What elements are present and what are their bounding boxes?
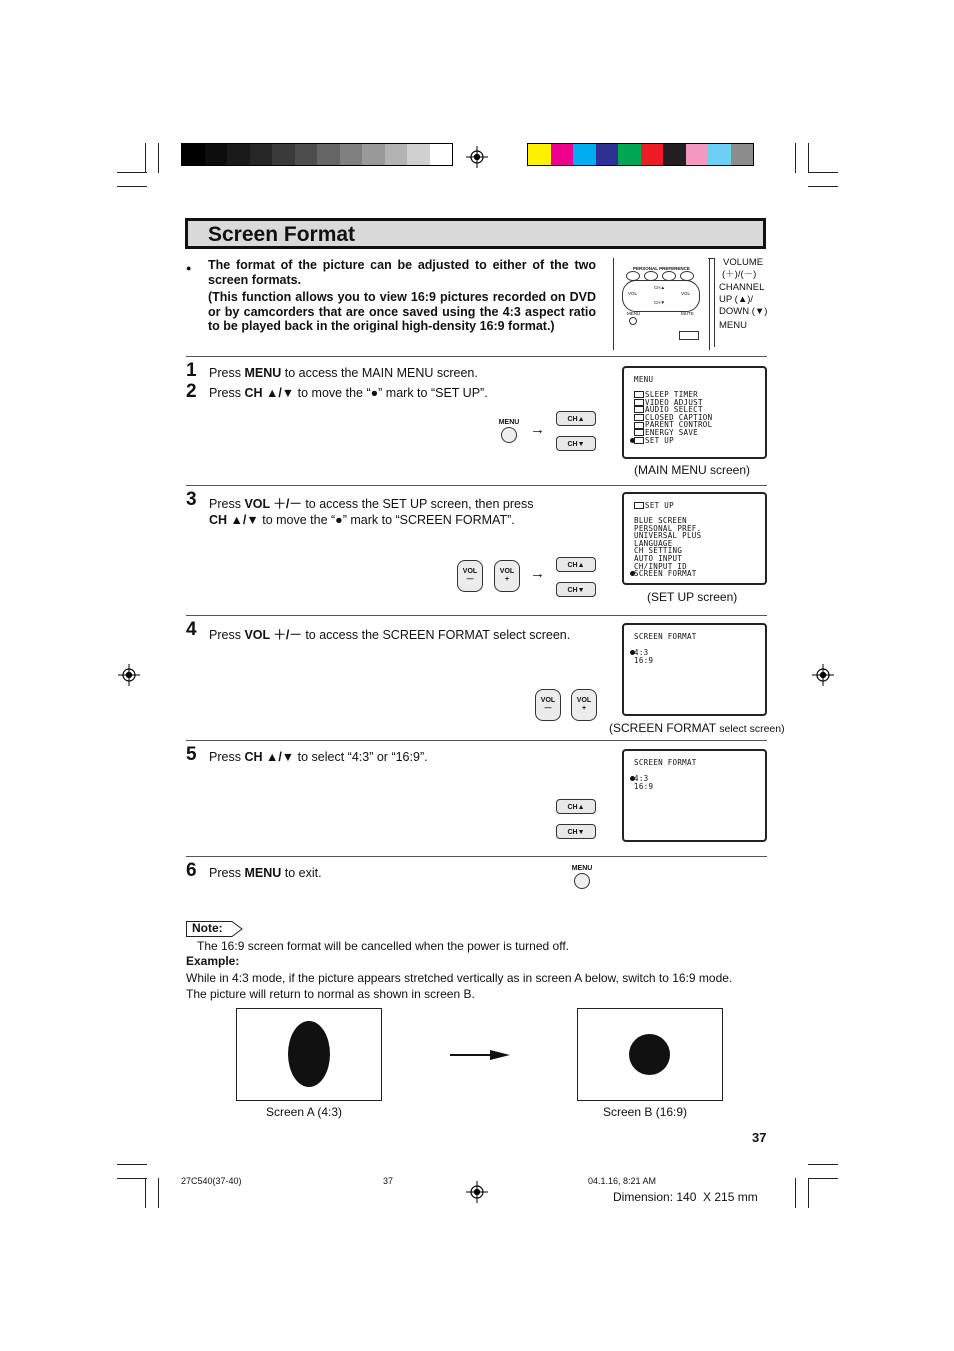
remote-personal-preference-label: PERSONAL PREFERENCE xyxy=(633,266,690,271)
registration-mark-icon xyxy=(466,146,488,168)
crop-mark xyxy=(808,1178,809,1208)
note-text: The 16:9 screen format will be cancelled when the power is turned off. xyxy=(197,939,569,953)
crop-mark xyxy=(145,143,146,173)
osd-menu-item-label: BLUE SCREEN xyxy=(634,516,687,525)
divider xyxy=(186,485,767,486)
menu-item-icon xyxy=(634,437,644,444)
osd-menu-item-label: PARENT CONTROL xyxy=(645,420,713,430)
vol-plus-button[interactable]: VOL + xyxy=(571,689,597,721)
crop-mark xyxy=(117,186,147,187)
osd-menu-item-label: 16:9 xyxy=(634,781,654,791)
remote-label-volume: VOLUME xyxy=(723,257,764,268)
osd-menu-item-label: SCREEN FORMAT xyxy=(634,569,697,579)
color-swatch xyxy=(618,144,641,165)
grayscale-bar xyxy=(181,143,453,166)
remote-switch xyxy=(679,331,699,340)
osd-menu-item-label: 4:3 xyxy=(634,648,649,657)
note-label: Note: xyxy=(192,921,223,935)
remote-vol-plus: VOL xyxy=(681,291,691,296)
osd-menu-item xyxy=(634,437,674,445)
step-number: 1 xyxy=(186,360,197,381)
remote-ch-down: CH▼ xyxy=(654,300,665,305)
menu-button[interactable]: MENU xyxy=(567,865,597,889)
crop-mark xyxy=(795,143,796,173)
screen-format-select-screen xyxy=(622,623,767,716)
osd-menu-item xyxy=(634,657,653,665)
gray-swatch xyxy=(340,144,363,165)
bullet-icon: ● xyxy=(186,263,192,273)
osd-menu-item-label: PERSONAL PREF. xyxy=(634,523,702,533)
ch-down-button[interactable]: CH▼ xyxy=(556,824,596,839)
menu-button[interactable]: MENU xyxy=(494,419,524,443)
color-bar xyxy=(527,143,754,166)
arrow-right-icon: → xyxy=(530,565,545,582)
remote-menu-label: MENU xyxy=(627,311,641,316)
osd-menu-item xyxy=(634,783,653,791)
crop-mark xyxy=(808,1164,838,1165)
menu-item-icon xyxy=(634,399,644,406)
menu-button-circle xyxy=(574,873,590,889)
osd-title: SCREEN FORMAT xyxy=(634,632,697,641)
intro-line-1: The format of the picture can be adjusted to either of the two screen formats. xyxy=(208,258,596,287)
step-text: Press CH ▲/▼ to select “4:3” or “16:9”. xyxy=(209,750,428,764)
menu-item-icon xyxy=(634,502,644,509)
ch-down-button[interactable]: CH▼ xyxy=(556,582,596,597)
registration-mark-icon xyxy=(118,664,140,686)
arrow-right-icon: → xyxy=(530,421,545,438)
crop-mark xyxy=(808,1178,838,1179)
step-number: 3 xyxy=(186,489,197,510)
vol-plus-button[interactable]: VOL + xyxy=(494,560,520,592)
crop-mark xyxy=(117,1164,147,1165)
step-text: Press CH ▲/▼ to move the “●” mark to “SET UP”. xyxy=(209,386,488,400)
gray-swatch xyxy=(317,144,340,165)
color-swatch xyxy=(551,144,574,165)
divider xyxy=(186,856,767,857)
remote-vol-minus: VOL xyxy=(628,291,638,296)
footer-file: 27C540(37-40) xyxy=(181,1176,242,1186)
crop-mark xyxy=(808,172,838,173)
gray-swatch xyxy=(430,144,453,165)
osd-menu-item xyxy=(634,570,697,578)
osd-menu-item xyxy=(634,502,674,510)
remote-label-channel: CHANNEL xyxy=(719,282,765,293)
registration-mark-icon xyxy=(812,664,834,686)
gray-swatch xyxy=(407,144,430,165)
registration-mark-icon xyxy=(466,1181,488,1203)
gray-swatch xyxy=(385,144,408,165)
section-title-box xyxy=(185,218,766,249)
osd-menu-item-label: SET UP xyxy=(645,435,674,445)
intro-text xyxy=(186,258,596,337)
screen-caption: (SCREEN FORMAT select screen) xyxy=(609,721,785,735)
intro-line-2: (This function allows you to view 16:9 pictures recorded on DVD or by camcorders that are once saved using the 4:3 aspect ratio to be played back in the original high-density 16:9 format.) xyxy=(208,290,596,333)
footer-date: 04.1.16, 8:21 AM xyxy=(588,1176,657,1186)
osd-menu-item-label: SLEEP TIMER xyxy=(645,390,698,399)
step-number: 5 xyxy=(186,744,197,765)
screen-caption: (MAIN MENU screen) xyxy=(634,463,751,477)
step-number: 6 xyxy=(186,860,197,881)
step-text: Press MENU to exit. xyxy=(209,866,322,880)
gray-swatch xyxy=(295,144,318,165)
step-text: CH ▲/▼ to move the “●” mark to “SCREEN FORMAT”. xyxy=(209,513,515,527)
color-swatch xyxy=(708,144,731,165)
step-number: 2 xyxy=(186,381,197,402)
divider xyxy=(186,615,767,616)
divider xyxy=(186,356,767,357)
crop-mark xyxy=(158,1178,159,1208)
menu-item-icon xyxy=(634,414,644,421)
osd-menu-item-label: 16:9 xyxy=(634,655,654,665)
color-swatch xyxy=(663,144,686,165)
main-menu-screen xyxy=(622,366,767,459)
crop-mark xyxy=(145,1178,146,1208)
step-text: Press MENU to access the MAIN MENU screen. xyxy=(209,366,478,380)
osd-menu-item-label: CH SETTING xyxy=(634,546,683,556)
normal-circle xyxy=(629,1034,670,1075)
crop-mark xyxy=(158,143,159,173)
page-title: Screen Format xyxy=(208,223,356,246)
screen-b-caption: Screen B (16:9) xyxy=(603,1105,688,1119)
page-number: 37 xyxy=(752,1130,767,1145)
gray-swatch xyxy=(182,144,205,165)
remote-label-down: DOWN (▼) xyxy=(719,306,768,317)
screen-a-frame xyxy=(236,1008,382,1101)
osd-menu-item-label: AUTO INPUT xyxy=(634,554,683,563)
divider xyxy=(186,740,767,741)
menu-button-circle xyxy=(501,427,517,443)
osd-menu-item-label: UNIVERSAL PLUS xyxy=(634,531,702,541)
crop-mark xyxy=(808,186,838,187)
step-text: Press VOL ＋/－ to access the SCREEN FORMAT select screen. xyxy=(209,628,571,642)
osd-menu-item-label: LANGUAGE xyxy=(634,538,673,548)
step-number: 4 xyxy=(186,619,197,640)
osd-menu-item-label: ENERGY SAVE xyxy=(645,428,698,437)
gray-swatch xyxy=(362,144,385,165)
screen-a-caption: Screen A (4:3) xyxy=(266,1105,343,1119)
color-swatch xyxy=(596,144,619,165)
gray-swatch xyxy=(250,144,273,165)
remote-label-volume-symbols: (＋)/(－) xyxy=(722,269,757,280)
crop-mark xyxy=(795,1178,796,1208)
ch-down-button[interactable]: CH▼ xyxy=(556,436,596,451)
set-up-screen xyxy=(622,492,767,585)
color-swatch xyxy=(573,144,596,165)
menu-item-icon xyxy=(634,391,644,398)
remote-menu-button xyxy=(629,317,637,325)
remote-ch-up: CH▲ xyxy=(654,285,665,290)
osd-title: MENU xyxy=(634,375,654,384)
menu-item-icon xyxy=(634,406,644,413)
osd-menu-item-label: AUDIO SELECT xyxy=(645,405,703,415)
ch-up-button[interactable]: CH▲ xyxy=(556,799,596,814)
footer-page: 37 xyxy=(383,1176,394,1186)
gray-swatch xyxy=(272,144,295,165)
screen-b-frame xyxy=(577,1008,723,1101)
ch-up-button[interactable]: CH▲ xyxy=(556,411,596,426)
color-swatch xyxy=(731,144,754,165)
remote-mute-label: MUTE xyxy=(681,311,694,316)
menu-item-icon xyxy=(634,422,644,429)
color-swatch xyxy=(528,144,551,165)
osd-menu-item-label: CH/INPUT ID xyxy=(634,561,687,571)
color-swatch xyxy=(686,144,709,165)
osd-menu-item-label: SET UP xyxy=(645,501,674,510)
osd-title: SCREEN FORMAT xyxy=(634,758,697,767)
screen-caption: (SET UP screen) xyxy=(647,590,738,604)
example-label: Example: xyxy=(186,954,240,968)
osd-menu-item-label: CLOSED CAPTION xyxy=(645,412,713,422)
screen-format-screen xyxy=(622,749,767,842)
vol-minus-button[interactable]: VOL — xyxy=(457,560,483,592)
step-text: Press VOL ＋/－ to access the SET UP screen, then press xyxy=(209,497,534,511)
color-swatch xyxy=(641,144,664,165)
ch-up-button[interactable]: CH▲ xyxy=(556,557,596,572)
vol-minus-button[interactable]: VOL — xyxy=(535,689,561,721)
footer-dimension: Dimension: 140 X 215 mm xyxy=(613,1190,758,1204)
remote-control-illustration xyxy=(613,258,710,350)
osd-menu-item-label: VIDEO ADJUST xyxy=(645,397,703,407)
crop-mark xyxy=(808,143,809,173)
menu-item-icon xyxy=(634,429,644,436)
example-text: While in 4:3 mode, if the picture appears stretched vertically as in screen A below, switch to 16:9 mode. The picture will return to normal as shown in screen B. xyxy=(186,971,733,1001)
stretched-ellipse xyxy=(288,1021,330,1087)
remote-label-up: UP (▲)/ xyxy=(719,294,754,305)
gray-swatch xyxy=(205,144,228,165)
gray-swatch xyxy=(227,144,250,165)
crop-mark xyxy=(117,1178,147,1179)
crop-mark xyxy=(117,172,147,173)
arrow-right-icon xyxy=(450,1047,512,1063)
remote-label-lines xyxy=(708,258,715,347)
osd-menu-item-label: 4:3 xyxy=(634,774,649,783)
remote-label-menu: MENU xyxy=(719,320,747,331)
